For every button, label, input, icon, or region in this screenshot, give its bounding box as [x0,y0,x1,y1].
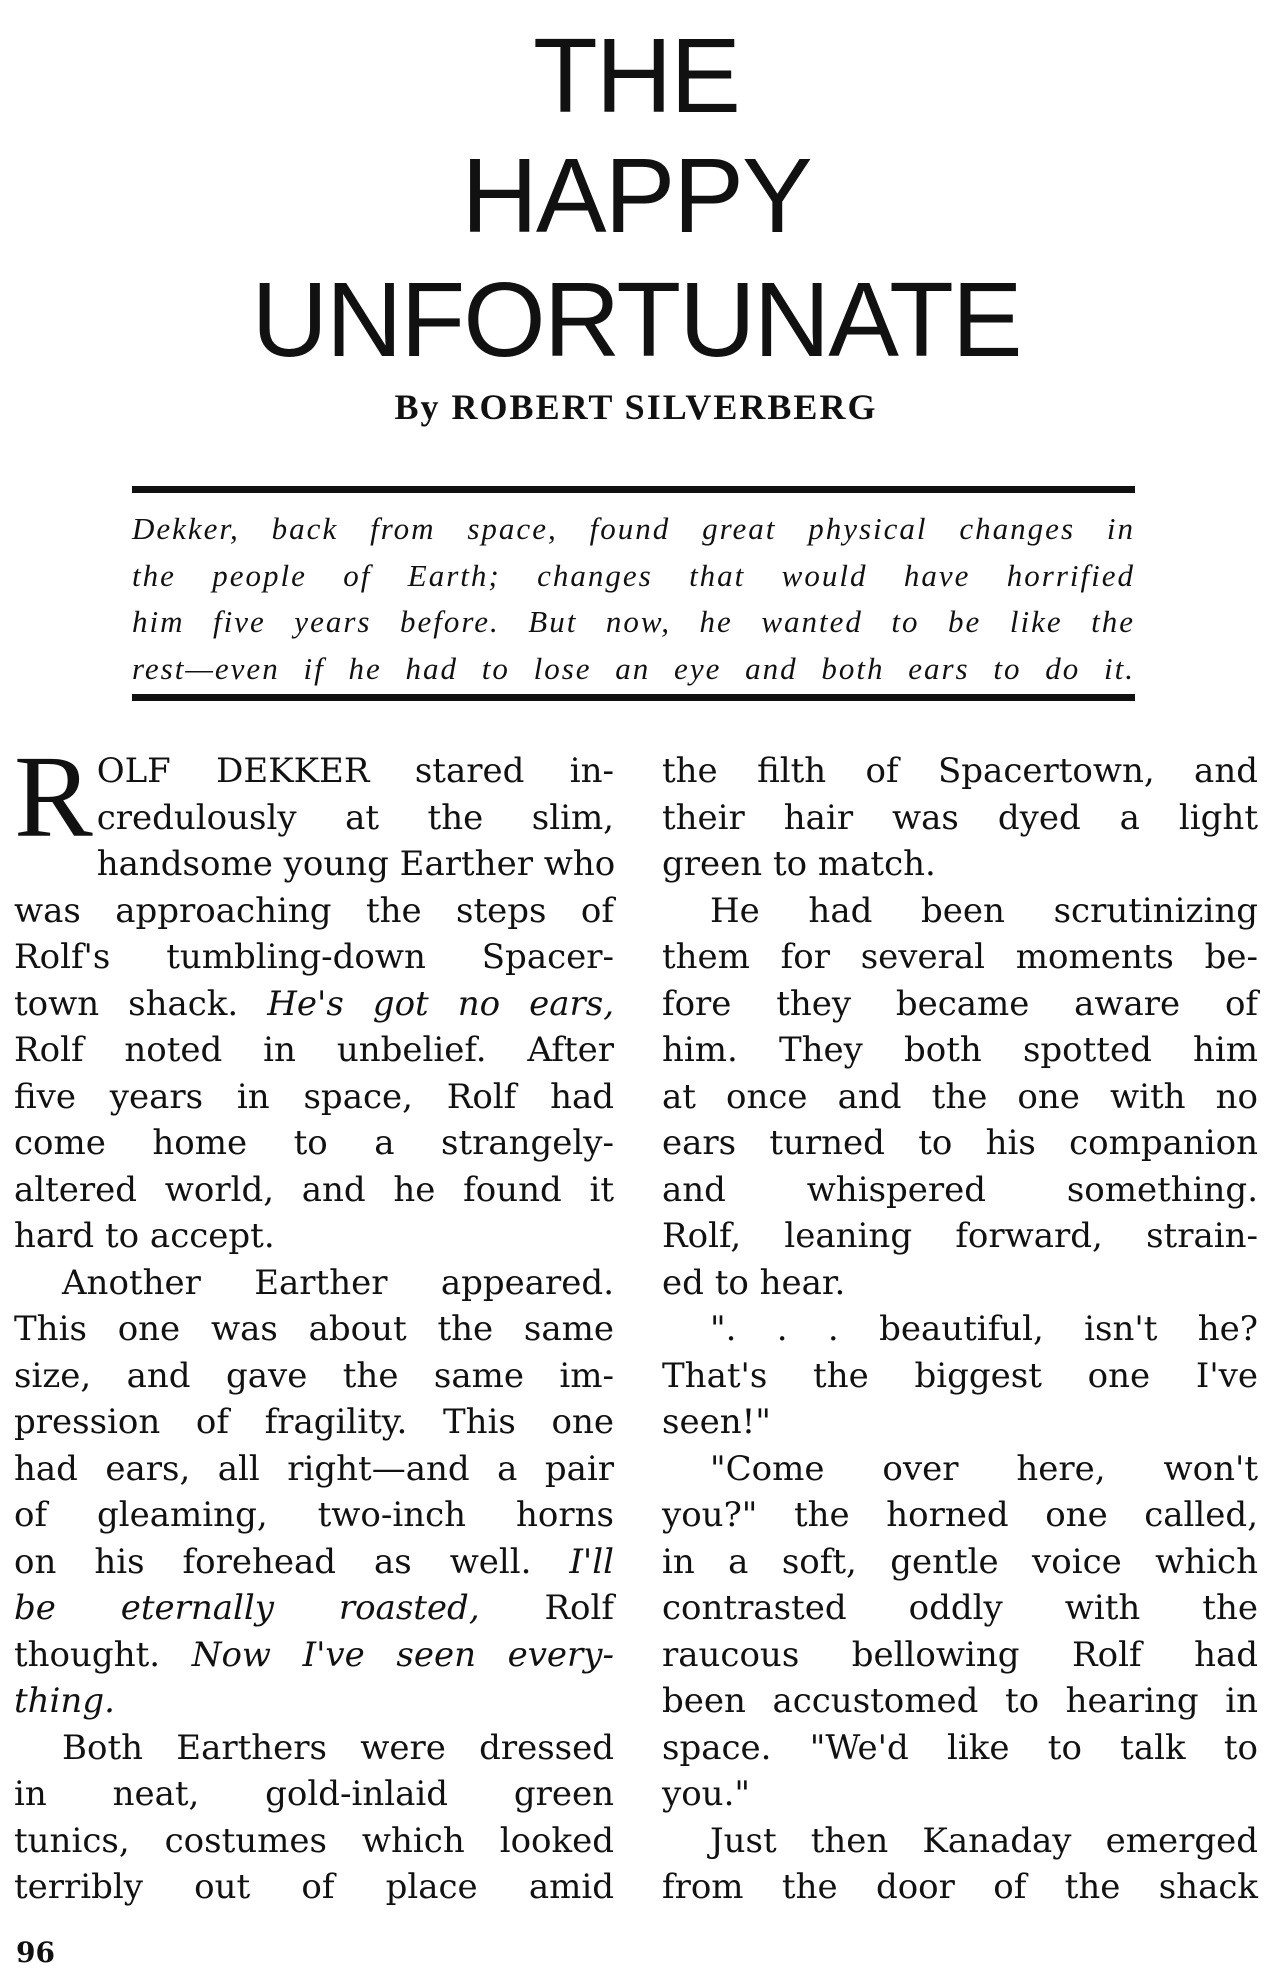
italic-text: be eternally roasted, [14,1588,480,1628]
blurb-line: the people of Earth; changes that would have horrified [132,557,1135,593]
title-line-3: UNFORTUNATE [251,261,1021,379]
body-line: Rolf, leaning forward, strain- [662,1216,1258,1256]
body-line: OLF DEKKER stared in- [96,751,614,791]
body-line: fore they became aware of [662,983,1258,1024]
title-line-1: THE [533,17,739,135]
body-line: altered world, and he found it [14,1169,614,1210]
body-line: thought. Now I've seen every- [14,1634,615,1675]
top-rule [132,486,1135,493]
body-line: you?" the horned one called, [662,1495,1258,1535]
body-line: Rolf noted in unbelief. After [14,1030,614,1070]
blurb-line: Dekker, back from space, found great physical changes in [132,511,1135,546]
body-line: "Come over here, won't [710,1448,1258,1489]
body-line: ". . . beautiful, isn't he? [710,1309,1258,1349]
body-line: space. "We'd like to talk to [662,1727,1258,1768]
body-line: tunics, costumes which looked [14,1820,614,1861]
right-column [662,748,1258,1911]
body-line: He had been scrutinizing [710,890,1258,931]
body-line: had ears, all right—and a pair [14,1448,614,1489]
body-line: them for several moments be- [662,937,1258,977]
body-line: green to match. [662,844,936,884]
body-line: seen!" [662,1402,771,1442]
body-line: This one was about the same [14,1309,614,1349]
left-column [14,731,616,1911]
body-line: in a soft, gentle voice which [662,1541,1258,1582]
body-line: be eternally roasted, Rolf [14,1588,614,1628]
body-line: ed to hear. [662,1262,846,1303]
body-line [14,1678,614,1725]
body-line: their hair was dyed a light [662,797,1258,838]
body-line: you." [662,1774,751,1814]
bottom-rule [132,694,1135,701]
body-line: come home to a strangely- [14,1123,614,1163]
right-column-lines [662,748,1258,1911]
italic-text: He's got no ears, [267,983,614,1024]
body-line: Rolf's tumbling-down Spacer- [14,937,614,977]
italic-text: Now I've seen every- [191,1634,615,1675]
byline: By ROBERT SILVERBERG [394,387,878,427]
body-line: terribly out of place amid [14,1867,614,1907]
body-line: handsome young Earther who [96,844,616,884]
blurb-line: rest—even if he had to lose an eye and both ears to do it. [132,650,1135,686]
italic-text: thing. [14,1681,115,1721]
body-line: Just then Kanaday emerged [710,1820,1258,1861]
left-column-lines [14,841,614,1911]
blurb-line: him five years before. But now, he wanted to be like the [132,604,1135,639]
body-line: size, and gave the same im- [14,1355,614,1396]
body-line: him. They both spotted him [662,1030,1258,1070]
body-line: hard to accept. [14,1216,275,1256]
body-line: raucous bellowing Rolf had [662,1634,1258,1675]
title-line-2: HAPPY [461,137,811,255]
italic-text: I'll [569,1541,614,1582]
body-line: at once and the one with no [662,1076,1258,1117]
body-line: Both Earthers were dressed [62,1727,614,1768]
body-line: in neat, gold-inlaid green [14,1774,614,1814]
page-number: 96 [16,1936,55,1969]
body-line: was approaching the steps of [14,890,614,931]
body-line: contrasted oddly with the [662,1588,1258,1628]
body-line: That's the biggest one I've [662,1355,1258,1396]
drop-cap: R [14,731,93,862]
body-line: Another Earther appeared. [62,1262,614,1303]
body-line: pression of fragility. This one [14,1402,614,1442]
body-line: five years in space, Rolf had [14,1076,614,1117]
body-line: of gleaming, two-inch horns [14,1495,614,1535]
body-line: credulously at the slim, [96,797,614,838]
body-line: been accustomed to hearing in [662,1681,1258,1721]
body-line: the filth of Spacertown, and [662,751,1258,791]
body-line: ears turned to his companion [662,1123,1258,1163]
body-line: on his forehead as well. I'll [14,1541,614,1582]
body-line: and whispered something. [662,1169,1258,1210]
body-line: town shack. He's got no ears, [14,983,614,1024]
body-line: from the door of the shack [662,1867,1258,1907]
blurb [132,508,1135,694]
